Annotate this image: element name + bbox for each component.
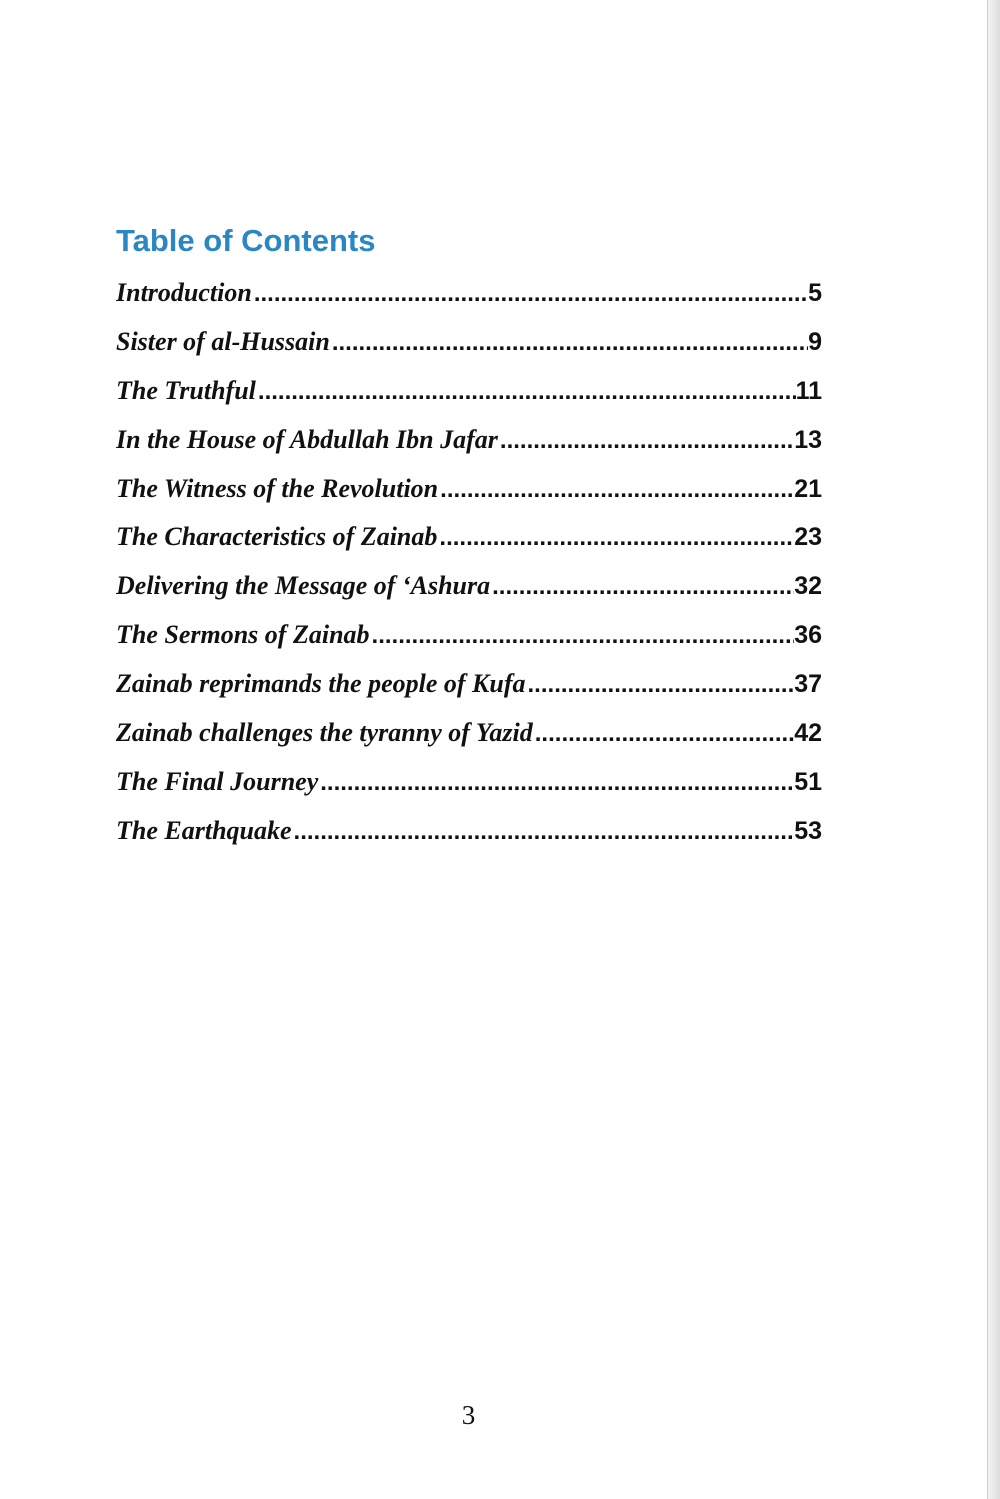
toc-entry-label: Introduction: [116, 278, 252, 307]
toc-entry-sermons-of-zainab[interactable]: [116, 620, 822, 669]
toc-entry-zainab-reprimands[interactable]: [116, 669, 822, 718]
toc-entry-page: 9: [808, 327, 822, 356]
dot-leader: [438, 476, 794, 504]
toc-entry-page: 32: [794, 572, 822, 601]
toc-entry-label: The Truthful: [116, 375, 256, 405]
toc-entry-characteristics-of-zainab[interactable]: [116, 522, 822, 571]
toc-entry-page: 21: [794, 474, 822, 503]
dot-leader: [498, 427, 794, 455]
toc-entry-page: 42: [794, 719, 822, 748]
toc-entry-house-of-abdullah[interactable]: [116, 425, 822, 474]
dot-leader: [292, 818, 795, 846]
toc-entry-page: 37: [794, 670, 822, 699]
toc-entry-page: 5: [808, 279, 822, 307]
dot-leader: [370, 622, 795, 650]
toc-entry-label: Zainab reprimands the people of Kufa: [116, 669, 526, 699]
toc-entry-zainab-challenges[interactable]: [116, 718, 822, 767]
toc-entry-page: 11: [795, 376, 822, 405]
dot-leader: [318, 769, 794, 797]
toc-list: [116, 278, 822, 865]
page-number: 3: [461, 1400, 476, 1430]
toc-entry-page: 13: [794, 425, 822, 454]
toc-entry-final-journey[interactable]: [116, 767, 822, 816]
dot-leader: [490, 573, 794, 601]
toc-entry-label: The Earthquake: [116, 815, 292, 845]
dot-leader: [330, 329, 808, 357]
toc-entry-label: The Sermons of Zainab: [116, 620, 370, 650]
dot-leader: [252, 280, 808, 308]
toc-entry-page: 51: [794, 767, 822, 796]
toc-entry-page: 53: [794, 816, 822, 845]
toc-entry-label: The Characteristics of Zainab: [116, 522, 438, 552]
page-edge-scrollbar: [987, 0, 1000, 1499]
toc-entry-the-truthful[interactable]: [116, 376, 822, 425]
toc-entry-introduction[interactable]: [116, 278, 822, 327]
dot-leader: [526, 671, 795, 699]
toc-entry-sister-of-al-hussain[interactable]: [116, 327, 822, 376]
dot-leader: [256, 378, 796, 406]
toc-entry-the-earthquake[interactable]: [116, 816, 822, 865]
toc-entry-witness-of-revolution[interactable]: [116, 474, 822, 523]
toc-entry-page: 36: [794, 621, 822, 650]
toc-entry-label: Zainab challenges the tyranny of Yazid: [116, 718, 533, 748]
toc-entry-page: 23: [794, 523, 822, 552]
toc-title: Table of Contents: [116, 223, 376, 258]
toc-entry-label: In the House of Abdullah Ibn Jafar: [116, 424, 498, 454]
toc-entry-label: Sister of al-Hussain: [116, 326, 330, 356]
toc-entry-label: Delivering the Message of ‘Ashura: [116, 571, 491, 601]
toc-entry-label: The Witness of the Revolution: [116, 473, 439, 503]
toc-entry-label: The Final Journey: [116, 766, 319, 796]
toc-entry-delivering-the-message[interactable]: [116, 571, 822, 620]
dot-leader: [533, 720, 794, 748]
dot-leader: [437, 524, 794, 552]
